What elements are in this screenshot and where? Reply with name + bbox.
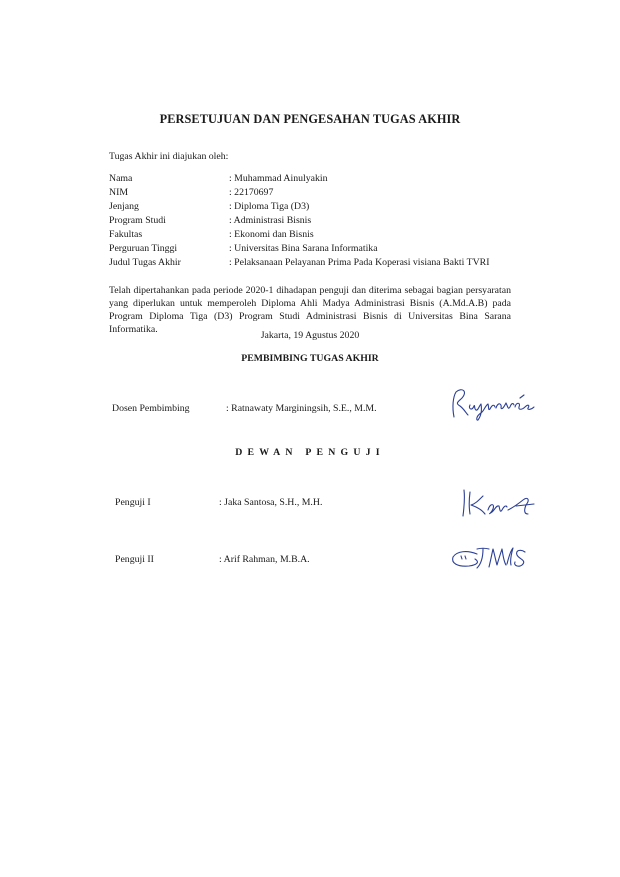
identity-value: : 22170697 [229,187,274,198]
identity-value: : Universitas Bina Sarana Informatika [229,243,378,254]
document-title: PERSETUJUAN DAN PENGESAHAN TUGAS AKHIR [159,112,461,126]
place-date: Jakarta, 19 Agustus 2020 [260,330,360,341]
identity-label: Nama [109,173,133,184]
supervisor-value: : Ratnawaty Marginingsih, S.E., M.M. [226,403,377,414]
examiner-value: : Arif Rahman, M.B.A. [219,554,310,565]
identity-label: Perguruan Tinggi [109,243,178,254]
identity-value: : Administrasi Bisnis [229,215,312,226]
identity-label: NIM [109,187,129,198]
examiner-row-2 [115,553,395,567]
identity-value: : Muhammad Ainulyakin [229,173,328,184]
examiner-value: : Jaka Santosa, S.H., M.H. [219,497,323,508]
identity-label: Jenjang [109,201,139,212]
supervisor-label: Dosen Pembimbing [112,403,190,414]
examiner-label: Penguji II [115,554,154,565]
examiner-label: Penguji I [115,497,151,508]
intro-text: Tugas Akhir ini diajukan oleh: [109,151,229,162]
identity-label: Program Studi [109,215,166,226]
supervisor-signature [448,387,538,423]
identity-label: Judul Tugas Akhir [109,257,181,268]
supervisor-row [112,402,392,416]
examiner-1-signature [458,486,538,520]
identity-value: : Ekonomi dan Bisnis [229,229,314,240]
approval-statement: Telah dipertahankan pada periode 2020-1 dihadapan penguji dan diterima sebagai bagian persyaratan yang diperlukan untuk memperoleh Diploma Ahli Madya Administrasi Bisnis (A.Md.A.B) pada Program Diploma Tiga (D3) Program Studi Administrasi Bisnis di Universitas Bina Sarana Informatika. [109,285,511,335]
identity-value: : Pelaksanaan Pelayanan Prima Pada Koperasi visiana Bakti TVRI [229,257,490,268]
examiners-section-title: DEWAN PENGUJI [235,447,385,458]
examiner-2-signature [447,542,532,574]
identity-label: Fakultas [109,229,143,240]
supervisor-section-title: PEMBIMBING TUGAS AKHIR [241,353,379,364]
identity-value: : Diploma Tiga (D3) [229,201,310,212]
examiner-row-1 [115,496,395,510]
